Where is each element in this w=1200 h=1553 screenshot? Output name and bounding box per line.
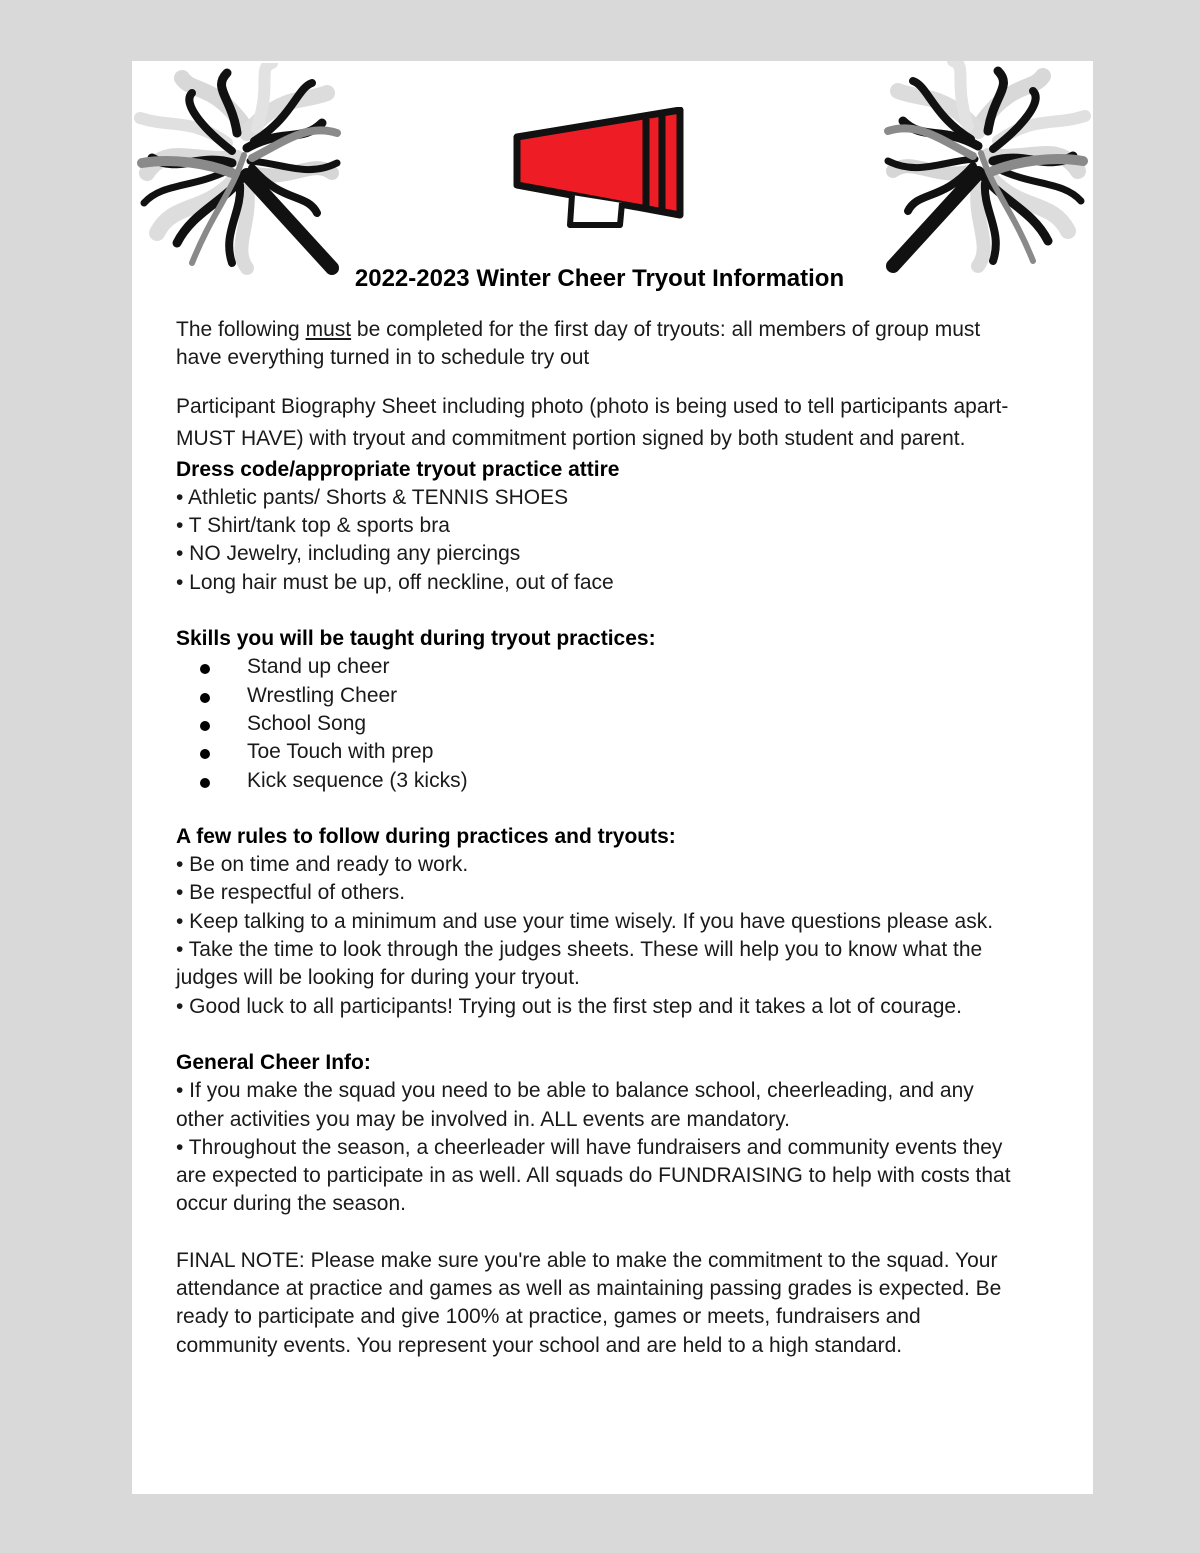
general-info-heading: General Cheer Info: [176,1050,371,1074]
list-item: • Long hair must be up, off neckline, out of face [176,570,614,594]
intro-emphasis: must [305,318,352,341]
megaphone-icon [512,107,690,237]
list-item [176,738,1026,766]
document-page [132,61,1093,1494]
intro-text-rest: be completed for the first day of tryouts: all members of group must have everything turned in to schedule try out [176,318,981,370]
document-body [176,316,1026,1360]
rules-heading: A few rules to follow during practices and tryouts: [176,824,676,848]
general-info-list [176,1077,1026,1218]
list-item [176,682,1026,710]
list-item-label: Kick sequence (3 kicks) [247,768,468,792]
spacer [176,597,1026,625]
list-item-label: School Song [247,711,367,735]
list-item: • Be respectful of others. [176,881,406,905]
list-item [176,653,1026,681]
spacer [176,795,1026,823]
bullet-dot-icon [200,693,210,703]
bullet-dot-icon [200,664,210,674]
list-item: • Keep talking to a minimum and use your time wisely. If you have questions please ask. [176,909,994,933]
list-item: • If you make the squad you need to be able to balance school, cheerleading, and any other activities you may be involved in. ALL events are mandatory. [176,1079,974,1131]
spacer [176,373,1026,391]
skills-list [176,653,1026,794]
list-item [176,767,1026,795]
list-item: • T Shirt/tank top & sports bra [176,514,450,538]
bullet-dot-icon [200,778,210,788]
list-item: • Throughout the season, a cheerleader will have fundraisers and community events they are expected to participate in as well. All squads do FUNDRAISING to help with costs that occur during the season. [176,1135,1011,1216]
list-item [176,710,1026,738]
skills-heading: Skills you will be taught during tryout practices: [176,627,656,651]
list-item: • Take the time to look through the judges sheets. These will help you to know what the judges will be looking for during your tryout. [176,938,983,990]
spacer [176,1021,1026,1049]
list-item: • Athletic pants/ Shorts & TENNIS SHOES [176,485,569,509]
spacer [176,1219,1026,1247]
list-item: • Good luck to all participants! Trying out is the first step and it takes a lot of courage. [176,994,962,1018]
dress-code-heading: Dress code/appropriate tryout practice attire [176,457,620,481]
pompom-icon [883,61,1093,276]
list-item-label: Wrestling Cheer [247,683,398,707]
list-item-label: Stand up cheer [247,655,390,679]
list-item-label: Toe Touch with prep [247,740,434,764]
intro-paragraph [176,316,1026,373]
dress-code-list [176,484,1026,597]
biography-paragraph: Participant Biography Sheet including photo (photo is being used to tell participants apart-MUST HAVE) with tryout and commitment portion signed by both student and parent. [176,394,1009,451]
list-item: • NO Jewelry, including any piercings [176,542,521,566]
list-item: • Be on time and ready to work. [176,853,469,877]
bullet-dot-icon [200,749,210,759]
bullet-dot-icon [200,721,210,731]
page-title: 2022-2023 Winter Cheer Tryout Information [354,265,845,292]
pompom-icon [132,63,342,278]
intro-text: The following [176,318,306,341]
rules-list [176,851,1026,1021]
final-note-paragraph: FINAL NOTE: Please make sure you're able to make the commitment to the squad. Your attendance at practice and games as well as maintaining passing grades is expected. Be ready to participate and give 100% at practice, games or meets, fundraisers and community events. You represent your school and are held to a high standard. [176,1248,1002,1357]
